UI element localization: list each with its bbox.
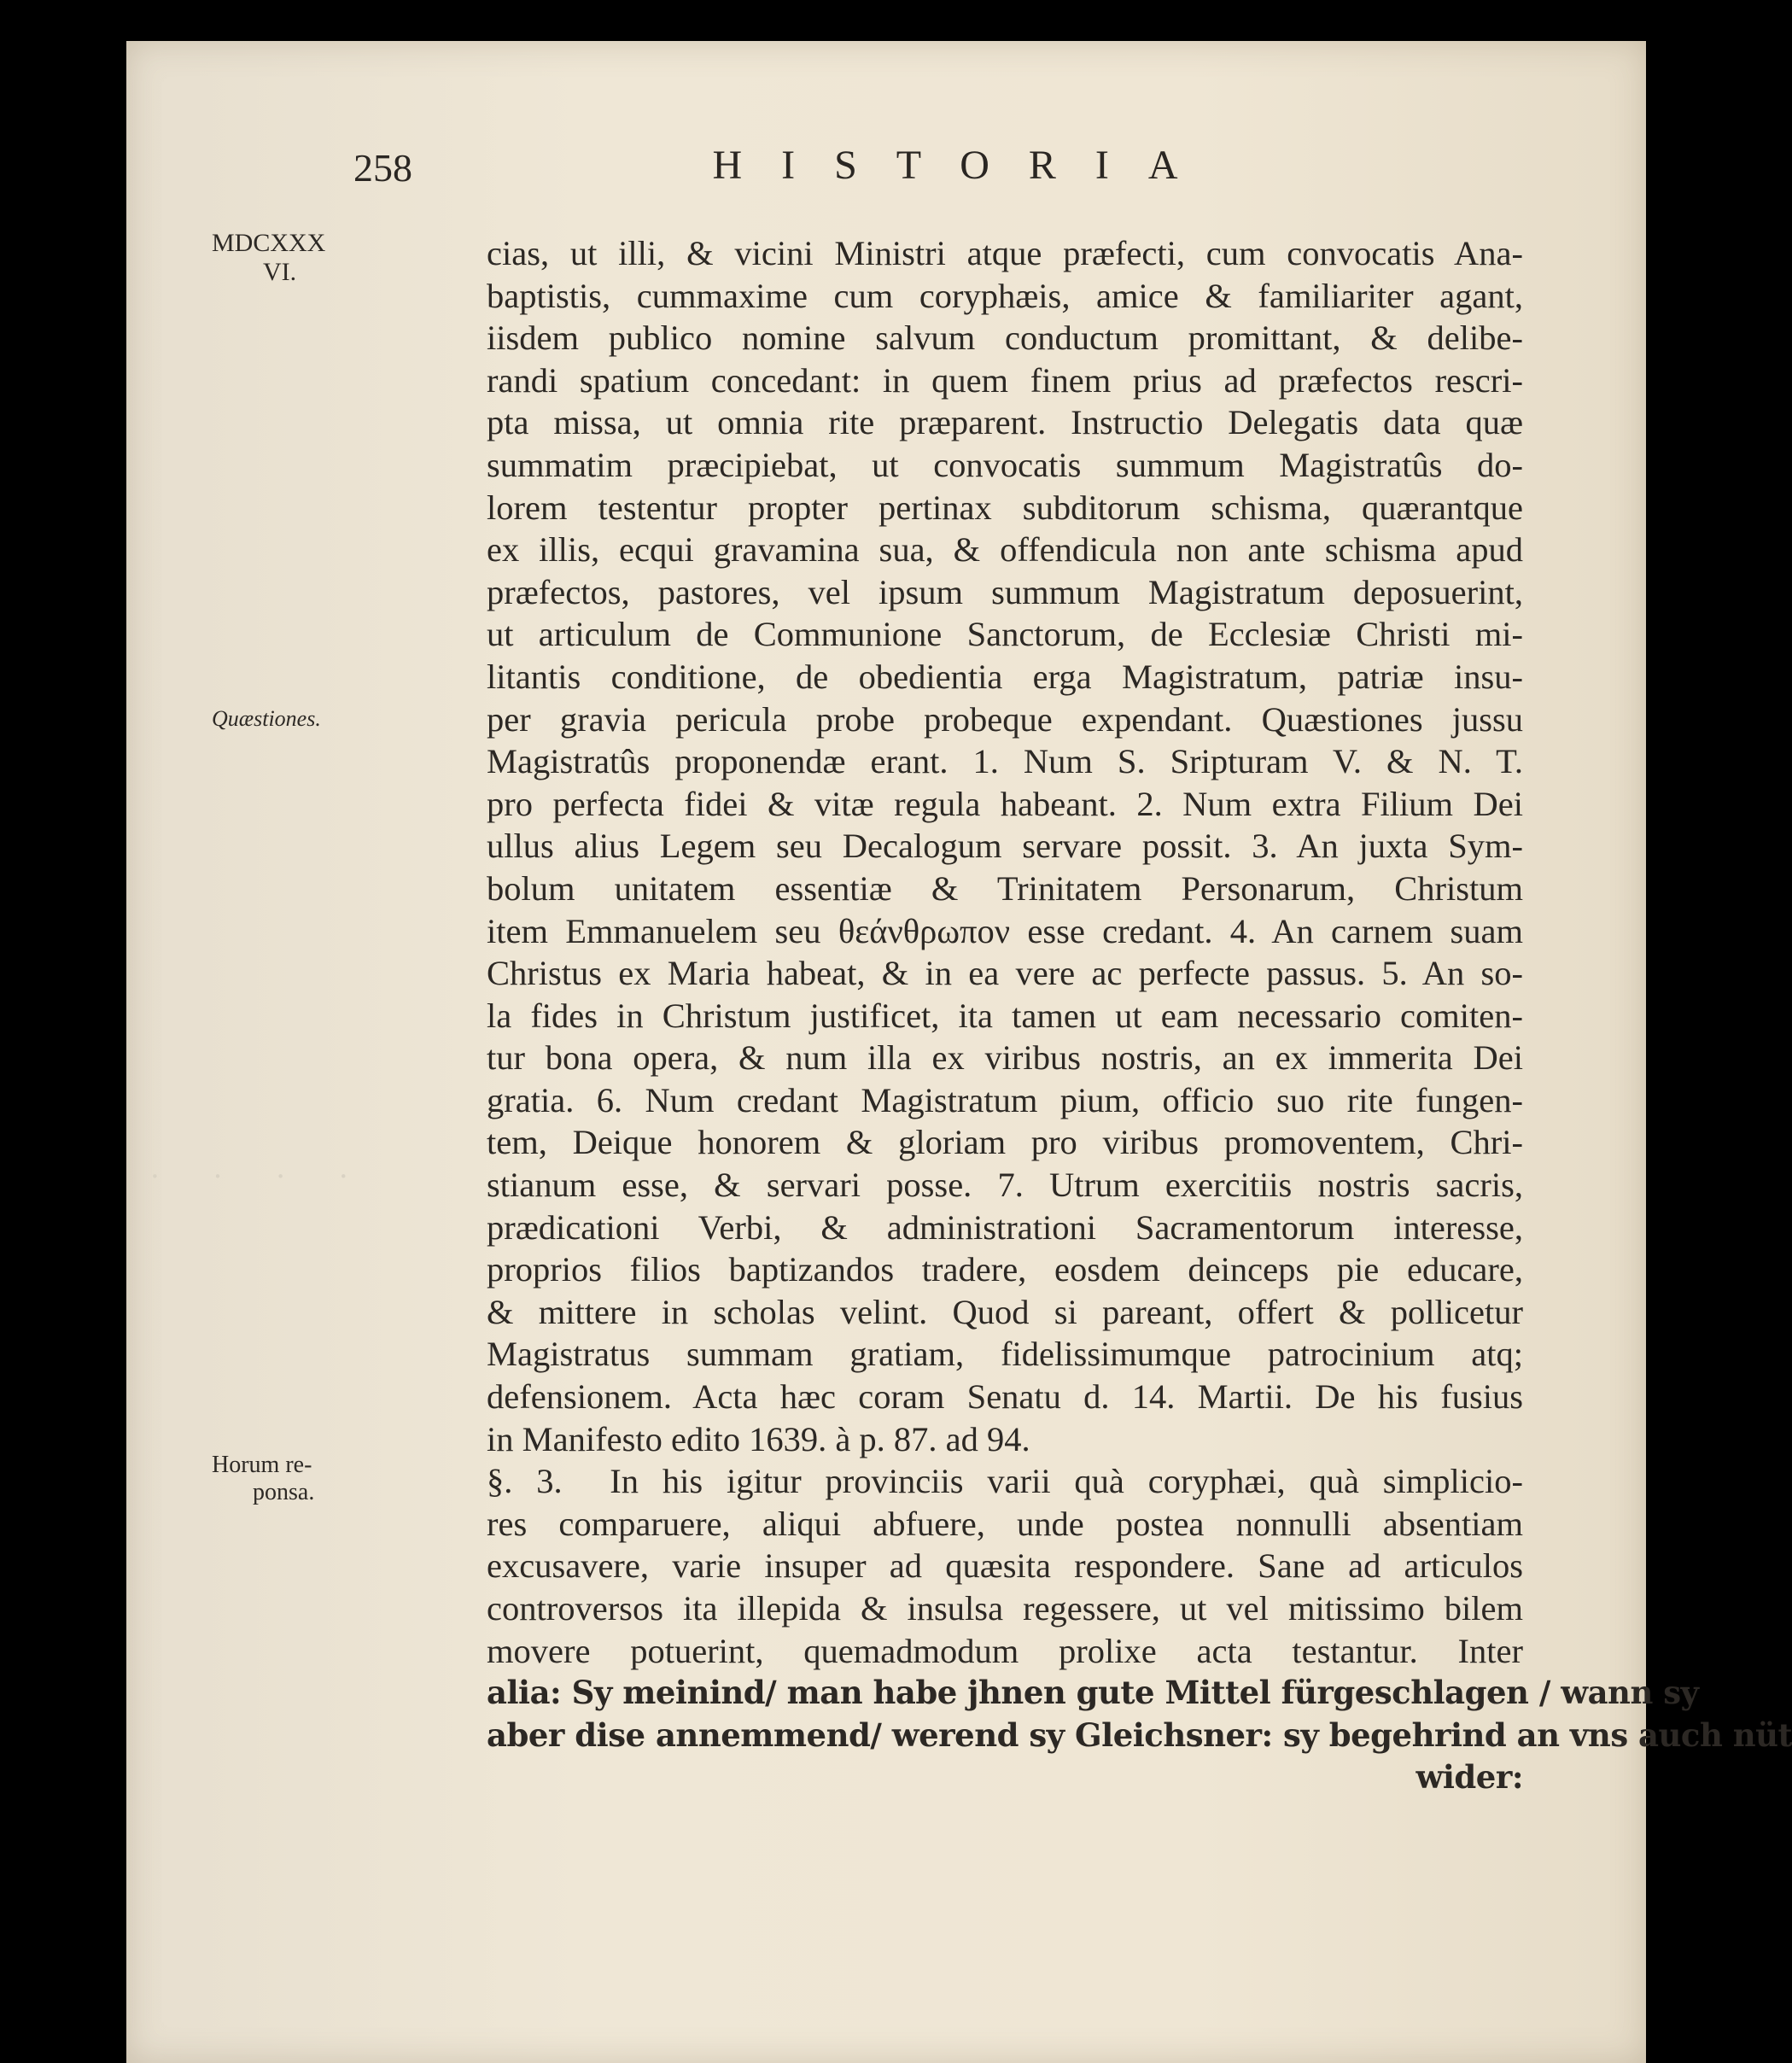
text-line: Christus ex Maria habeat, & in ea vere ac perfecte passus. 5. An so-: [487, 954, 1523, 993]
text-line: la fides in Christum justificet, ita tamen ut eam necessario comiten-: [487, 996, 1523, 1035]
section-first-line: [487, 1460, 1523, 1503]
text-line: defensionem. Acta hæc coram Senatu d. 14. Martii. De his fusius: [487, 1377, 1523, 1417]
running-head: HISTORIA: [712, 143, 1217, 188]
text-line: & mittere in scholas velint. Quod si pareant, offert & pollicetur: [487, 1292, 1523, 1331]
text-line: gratia. 6. Num credant Magistratum pium, officio suo rite fungen-: [487, 1080, 1523, 1119]
text-line: lorem testentur propter pertinax subditorum schisma, quærantque: [487, 488, 1523, 527]
margin-note-questions: Quæstiones.: [212, 706, 321, 731]
text-line: pro perfecta fidei & vitæ regula habeant. 2. Num extra Filium Dei: [487, 784, 1523, 823]
text-line: ex illis, ecqui gravamina sua, & offendicula non ante schisma apud: [487, 530, 1523, 570]
text-line: ut articulum de Communione Sanctorum, de Ecclesiæ Christi mi-: [487, 615, 1523, 654]
text-line: ullus alius Legem seu Decalogum servare possit. 3. An juxta Sym-: [487, 827, 1523, 866]
text-line: litantis conditione, de obedientia erga Magistratum, patriæ insu-: [487, 657, 1523, 696]
year-line-2: VI.: [263, 258, 297, 286]
text-line: controversos ita illepida & insulsa regessere, ut vel mitissimo bilem: [487, 1589, 1523, 1628]
text-line: tem, Deique honorem & gloriam pro viribus promoventem, Chri-: [487, 1123, 1523, 1162]
text-line: in Manifesto edito 1639. à p. 87. ad 94.: [487, 1419, 1030, 1458]
text-line: pta missa, ut omnia rite præparent. Instructio Delegatis data quæ: [487, 403, 1523, 442]
margin-note-responses: [212, 1452, 485, 1506]
text-line: Magistratûs proponendæ erant. 1. Num S. Sripturam V. & N. T.: [487, 742, 1523, 781]
text-line: In his igitur provinciis varii quà coryphæi, quà simplicio-: [610, 1462, 1523, 1501]
text-line: item Emmanuelem seu θεάνθρωπον esse credant. 4. An carnem suam: [487, 911, 1523, 950]
text-line: præfectos, pastores, vel ipsum summum Magistratum deposuerint,: [487, 572, 1523, 611]
text-line: alia: Sy meinind/ man habe jhnen gute Mittel fürgeschlagen / wann sy: [487, 1674, 1699, 1712]
text-line: stianum esse, & servari posse. 7. Utrum exercitiis nostris sacris,: [487, 1166, 1523, 1205]
scan-dots: · · · ·: [150, 1160, 371, 1194]
section-mark: §. 3.: [487, 1462, 563, 1501]
catchword: wider:: [1416, 1758, 1523, 1797]
text-line: randi spatium concedant: in quem finem prius ad præfectos rescri-: [487, 360, 1523, 400]
responses-line-2: ponsa.: [253, 1479, 315, 1505]
text-line: tur bona opera, & num illa ex viribus nostris, an ex immerita Dei: [487, 1038, 1523, 1078]
text-line: excusavere, varie insuper ad quæsita respondere. Sane ad articulos: [487, 1546, 1523, 1586]
text-line: aber dise annemmend/ werend sy Gleichsner: sy begehrind an vns auch nüt: [487, 1715, 1792, 1754]
text-line: per gravia pericula probe probeque expendant. Quæstiones jussu: [487, 699, 1523, 739]
text-line: proprios filios baptizandos tradere, eosdem deinceps pie educare,: [487, 1250, 1523, 1289]
text-line: res comparuere, aliqui abfuere, unde postea nonnulli absentiam: [487, 1504, 1523, 1543]
text-line: baptistis, cummaxime cum coryphæis, amice & familiariter agant,: [487, 276, 1523, 315]
text-line: summatim præcipiebat, ut convocatis summum Magistratûs do-: [487, 445, 1523, 484]
body-text: [487, 232, 1792, 1799]
text-line: prædicationi Verbi, & administrationi Sacramentorum interesse,: [487, 1207, 1523, 1247]
text-line: Magistratus summam gratiam, fidelissimumque patrocinium atq;: [487, 1335, 1523, 1374]
text-line: iisdem publico nomine salvum conductum promittant, & delibe-: [487, 319, 1523, 358]
text-line: movere potuerint, quemadmodum prolixe acta testantur. Inter: [487, 1631, 1523, 1670]
text-line: bolum unitatem essentiæ & Trinitatem Personarum, Christum: [487, 868, 1523, 908]
page-number: 258: [353, 146, 412, 190]
text-line: cias, ut illi, & vicini Ministri atque præfecti, cum convocatis Ana-: [487, 234, 1523, 272]
year-line-1: MDCXXX: [212, 229, 326, 257]
margin-note-year: [212, 229, 485, 287]
responses-line-1: Horum re-: [212, 1452, 312, 1478]
